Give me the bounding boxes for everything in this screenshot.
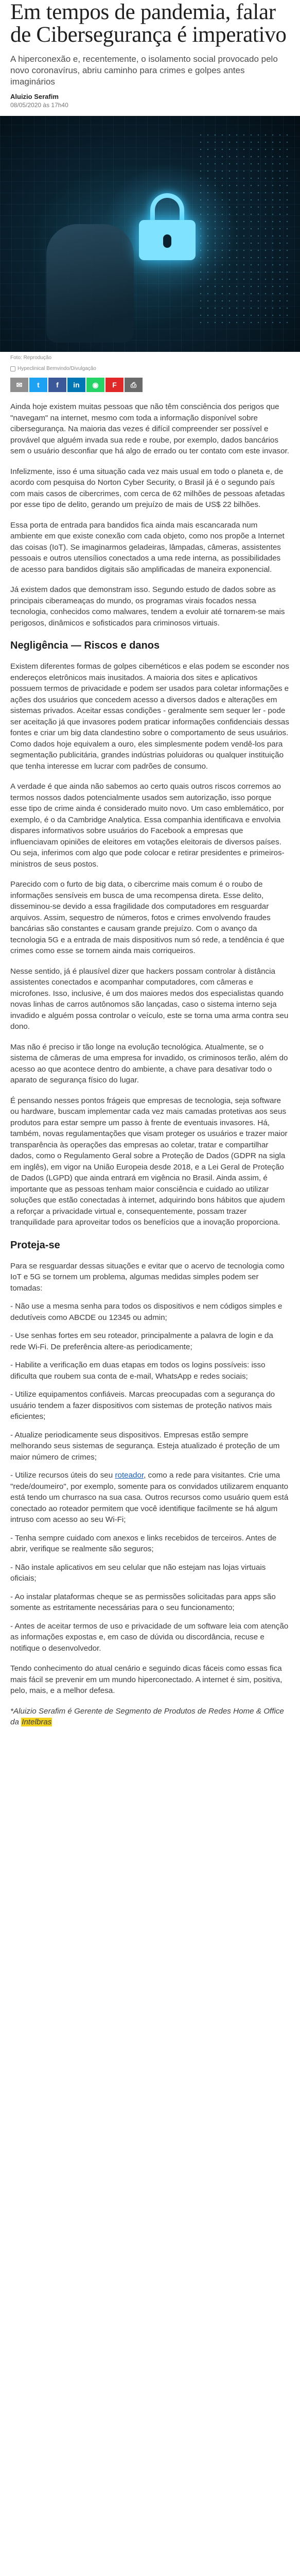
section-heading-proteja: Proteja-se [10,1239,60,1251]
paragraph: É pensando nesses pontos frágeis que empresas de tecnologia, seja software ou hardware, buscam implementar cada vez mais camadas protetivas aos seus produtos para estar sempre um passo à frente de eventuais invasores. Há, também, novas regulamentações que visam proteger os usuários e trazer maior transparência às operações das empresas ao coletar, tratar e compartilhar dados, como o Regulamento Geral sobre a Proteção de Dados (GDPR na sigla em inglês), em vigor na União Europeia desde 2018, e a Lei Geral de Proteção de Dados (LGPD) que ainda entrará em vigência no Brasil. Ainda assim, é importante que as pessoas tenham maior consciência e cuidado ao utilizar soluções que estão conectadas à internet, adquirindo bons hábitos que ajudem a reforçar a privacidade virtual e, consequentemente, possam trazer tranquilidade para aproveitar todos os benefícios que a inovação proporciona. [10,1096,288,1227]
paragraph: Ainda hoje existem muitas pessoas que não têm consciência dos perigos que "navegam" na internet, mesmo com toda a informação disponível sobre cibersegurança. Na maioria das vezes é difícil compreender ser possível e provável que alguém invada sua rede e roube, por exemplo, dados bancários sem o usuário desconfiar que há algo de errado ou ter contato com este invasor. [10,402,290,455]
highlighted-company: Intelbras [22,1718,52,1726]
publish-date: 08/05/2020 às 17h40 [10,101,68,109]
share-flipboard-button[interactable] [105,378,123,392]
paragraph: Já existem dados que demonstram isso. Segundo estudo de dados sobre as principais ciberameaças do mundo, os programas virais focados nessa tecnologia, conhecidos como malwares, tendem a evoluir até tornarem-se mais perigosos, dinâmicos e sofisticados para criminosos virtuais. [10,585,285,628]
byline [10,93,290,109]
page-title: Em tempos de pandemia, falar de Cibersegurança é imperativo [10,0,287,47]
signature-text: *Aluizio Serafim é Gerente de Segmento de [10,1706,164,1716]
source-line [0,361,300,371]
share-facebook-button[interactable] [48,378,66,392]
list-item-text: , como a rede para visitantes. Crie uma "rede/doumeiro", por exemplo, somente para os convidados utilizarem enquanto está tendo um churrasco na sua casa. Outros recursos como usuário quem está conectado ao roteador permitem que você identifique facilmente se há algum intruso com acesso ao seu Wi-Fi; [10,1471,289,1524]
email-icon: ✉ [16,380,23,389]
print-icon: ⎙ [130,380,137,389]
signature-text: & Office da [10,1706,284,1726]
paragraph: A verdade é que ainda não sabemos ao certo quais outros riscos corremos ao termos nossos dados potencialmente usados sem autorização, isso porque esse tipo de crime ainda é considerado muito novo. Um caso emblemático, por exemplo, é o da Cambridge Analytica. Essa companhia identificava e envolvia dispares informativos sobre usuários do Facebook a empresas que influenciavam opiniões de eleitores em votações eleitorais de diversos países. Ou seja, inferimos com algo que pode colocar e retirar presidentes e primeiros-ministros de seus postos. [10,782,285,869]
author-name[interactable]: Aluizio Serafim [10,93,59,100]
paragraph: Mas não é preciso ir tão longe na evolução tecnológica. Atualmente, se o sistema de câmeras de uma empresa for invadido, os criminosos terão, além do acesso ao que acontece dentro do ambiente, a chave para desativar todo o aparato de segurança físico do lugar. [10,1042,288,1084]
roteador-link[interactable]: roteador [115,1471,144,1480]
list-item: - Habilite a verificação em duas etapas em todos os logins possíveis: isso dificulta que roubem sua conta de e-mail, WhatsApp e redes sociais; [10,1361,266,1381]
article-body [0,401,300,1728]
list-item: - Utilize equipamentos confiáveis. Marcas preocupadas com a segurança do usuário tendem a fazer dispositivos com sistemas de proteção nativos mais eficientes; [10,1390,275,1421]
paragraph: Infelizmente, isso é uma situação cada vez mais usual em todo o planeta e, de acordo com pesquisa do Norton Cyber Security, o Brasil já é o segundo país com mais casos de cibercrimes, com cerca de 62 milhões de pessoas afetadas por esse tipo de delito, gerando um prejuízo de mais de US$ 22 bilhões. [10,467,285,509]
author-signature [10,1706,290,1728]
share-bar [10,378,300,392]
article-lead: A hiperconexão e, recentemente, o isolamento social provocado pelo novo coronavírus, abriu caminho para crimes e golpes antes imaginários [10,54,278,87]
hero-image [0,116,300,352]
hand-silhouette [46,224,134,343]
print-button[interactable] [125,378,143,392]
image-source-icon [10,366,15,371]
flipboard-icon: F [112,381,117,389]
list-item: - Não instale aplicativos em seu celular que não estejam nas lojas virtuais oficiais; [10,1563,266,1583]
source-text: Hypeclinical Bemvindo/Divulgação [17,366,96,371]
paragraph: Essa porta de entrada para bandidos fica ainda mais escancarada num ambiente em que existe conexão com cada objeto, como nos propõe a Internet das coisas (IoT). Se imaginarmos geladeiras, lâmpadas, câmeras, assistentes pessoais e outros utensílios conectados a uma rede interna, as possibilidades de acesso para bandidos digitais são amplificadas de maneira exponencial. [10,520,285,574]
linkedin-icon: in [73,381,80,389]
paragraph: Nesse sentido, já é plausível dizer que hackers possam controlar à distância assistentes conectados e acompanhar computadores, com câmeras e microfones. Isso, inclusive, é um dos maiores medos dos especialistas quando novas linhas de carros autônomos são lançadas, caso o sistema interno seja invadido e alguém possa controlar o veículo, este se torna uma arma contra seu dono. [10,967,289,1031]
share-email-button[interactable] [10,378,28,392]
paragraph: Existem diferentes formas de golpes cibernéticos e elas podem se esconder nos endereços eletrônicos mais inusitados. A maioria dos sites e aplicativos possuem termos de privacidade e podem ser usados para coletar informações e ações dos usuários que concedem acesso a diversos dados e alterações em sistemas privados. Aceitar essas condições - geralmente sem sequer ler - pode ser aceitação já que invasores podem praticar informações confidenciais dessas fontes e criar um big data clandestino sobre o comportamento de seus usuários. Como dados hoje equivalem a ouro, eles simplesmente podem vendê-los para segmentação publicitária, grandes indústrias poluidoras ou qualquer instituição que tenha interesse em lucrar com padrões de consumo. [10,662,289,771]
section-heading-negligencia: Negligência — Riscos e danos [10,640,160,651]
list-item [10,1470,290,1526]
twitter-icon: t [37,381,40,389]
whatsapp-icon: ◉ [92,380,99,389]
signature-role: Produtos de Redes Home [164,1706,254,1716]
list-item: - Use senhas fortes em seu roteador, principalmente a palavra de login e da rede Wi-Fi. De preferência altere-as periodicamente; [10,1331,273,1351]
paragraph: Para se resguardar dessas situações e evitar que o acervo de tecnologia como IoT e 5G se tornem um problema, algumas medidas simples podem ser tomadas: [10,1261,285,1293]
padlock-keyhole [163,234,171,248]
paragraph: Tendo conhecimento do atual cenário e seguindo dicas fáceis como essas fica mais fácil se prevenir em um mundo hiperconectado. A internet é sim, positiva, pelo, mais, e a melhor defesa. [10,1664,283,1695]
padlock-icon [139,193,196,260]
list-item: - Ao instalar plataformas cheque se as permissões solicitadas para apps são somente as estritamente necessárias para o seu funcionamento; [10,1592,276,1612]
list-item: - Tenha sempre cuidado com anexos e links recebidos de terceiros. Antes de abrir, verifique se realmente são seguros; [10,1533,277,1553]
article-page [0,1,300,1749]
share-twitter-button[interactable] [29,378,47,392]
list-item-text: - Utilize recursos úteis do seu [10,1471,115,1480]
facebook-icon: f [56,381,59,389]
tips-list [10,1301,290,1654]
share-whatsapp-button[interactable] [86,378,104,392]
article-header [0,1,300,109]
list-item: - Não use a mesma senha para todos os dispositivos e nem códigos simples e dedutíveis como ABCDE ou 12345 ou admin; [10,1302,283,1322]
list-item: - Antes de aceitar termos de uso e privacidade de um software leia com atenção as informações expostas e, em caso de dúvida ou discordância, recuse e notifique o desenvolvedor. [10,1621,289,1653]
paragraph: Parecido com o furto de big data, o cibercrime mais comum é o roubo de informações sensíveis em busca de uma recompensa direta. Esse delito, disseminou-se devido a essa fragilidade dos computadores em resguardar arquivos. Assim, sequestro de números, fotos e crimes envolvendo fraudes bancárias são constantes e causam grande prejuízo. Com o avanço da tecnologia 5G e a entrada de mais dispositivos num só rede, a tendência é que crimes como esse se tornem ainda mais corriqueiros. [10,880,285,955]
share-linkedin-button[interactable] [67,378,85,392]
photo-credit: Foto: Reprodução [10,355,52,361]
list-item: - Atualize periodicamente seus dispositivos. Empresas estão sempre melhorando seus sistemas de segurança. Esteja atualizado é proteção de um maior número de crimes; [10,1430,280,1462]
